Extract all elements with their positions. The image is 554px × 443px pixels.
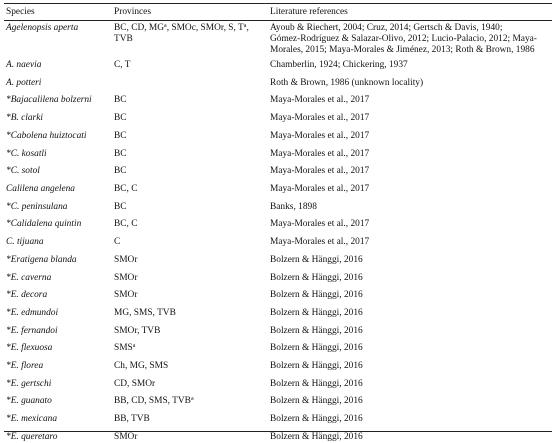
reference-line: Banks, 1898 (270, 202, 317, 212)
references-cell (270, 396, 550, 407)
provinces-cell (114, 396, 252, 407)
provinces-text: SMS (114, 343, 133, 353)
reference-line: Bolzern & Hänggi, 2016 (270, 414, 363, 424)
provinces-cell (114, 343, 252, 354)
header-references: Literature references (270, 7, 348, 17)
species-cell: *Bajacalilena bolzerni (6, 95, 92, 105)
top-rule (4, 3, 552, 4)
reference-line: Maya-Morales et al., 2017 (270, 237, 370, 247)
species-cell: *C. peninsulana (6, 202, 68, 212)
provinces-cell (114, 379, 252, 390)
references-cell (270, 343, 550, 354)
provinces-cell (114, 166, 252, 177)
provinces-text: MG, SMS, TVB (114, 308, 176, 318)
references-cell (270, 149, 550, 160)
header-rule (4, 20, 552, 21)
reference-line: Bolzern & Hänggi, 2016 (270, 361, 363, 371)
provinces-cell (114, 326, 252, 337)
provinces-cell (114, 273, 252, 284)
references-cell (270, 60, 550, 71)
provinces-cell (114, 255, 252, 266)
footnote-mark: a (132, 343, 136, 349)
reference-line: Bolzern & Hänggi, 2016 (270, 379, 363, 389)
provinces-text: BB, CD, SMS, TVB (114, 396, 191, 406)
footnote-mark: a (164, 23, 167, 29)
provinces-text: , SMOc, SMOr, S, T (166, 23, 244, 33)
reference-line: Bolzern & Hänggi, 2016 (270, 326, 363, 336)
header-species: Species (6, 7, 35, 17)
references-cell (270, 113, 550, 124)
provinces-text: BC (114, 166, 127, 176)
provinces-text: SMOr (114, 432, 138, 442)
species-cell: Calilena angelena (6, 184, 75, 194)
species-cell: *Cabolena huiztocati (6, 131, 87, 141)
references-cell (270, 23, 550, 56)
species-cell: *E. mexicana (6, 414, 58, 424)
species-cell: *C. sotol (6, 166, 40, 176)
provinces-text: SMOr (114, 273, 138, 283)
reference-line: Morales, 2015; Maya-Morales & Jiménez, 2013; Roth & Brown, 1986 (270, 45, 535, 55)
species-cell: *E. edmundoi (6, 308, 59, 318)
provinces-cell (114, 237, 252, 248)
reference-line: Chamberlin, 1924; Chickering, 1937 (270, 60, 408, 70)
reference-line: Maya-Morales et al., 2017 (270, 166, 370, 176)
species-cell: *C. kosatli (6, 149, 47, 159)
reference-line: Bolzern & Hänggi, 2016 (270, 255, 363, 265)
provinces-text: , TVB (114, 23, 249, 44)
reference-line: Ayoub & Riechert, 2004; Cruz, 2014; Gertsch & Davis, 1940; (270, 23, 503, 33)
provinces-text: C, T (114, 60, 131, 70)
reference-line: Bolzern & Hänggi, 2016 (270, 432, 363, 442)
reference-line: Maya-Morales et al., 2017 (270, 113, 370, 123)
provinces-text: BC (114, 131, 127, 141)
provinces-text: Ch, MG, SMS (114, 361, 169, 371)
references-cell (270, 308, 550, 319)
references-cell (270, 361, 550, 372)
references-cell (270, 237, 550, 248)
provinces-cell (114, 113, 252, 124)
header-provinces: Provinces (114, 7, 151, 17)
reference-line: Roth & Brown, 1986 (unknown locality) (270, 78, 424, 88)
provinces-text: BC (114, 149, 127, 159)
reference-line: Bolzern & Hänggi, 2016 (270, 308, 363, 318)
reference-line: Bolzern & Hänggi, 2016 (270, 343, 363, 353)
reference-line: Bolzern & Hänggi, 2016 (270, 273, 363, 283)
species-cell: *E. fernandoi (6, 326, 58, 336)
references-cell (270, 290, 550, 301)
provinces-text: BB, TVB (114, 414, 150, 424)
provinces-text: SMOr (114, 290, 138, 300)
provinces-cell (114, 131, 252, 142)
provinces-cell (114, 361, 252, 372)
species-cell: Agelenopsis aperta (6, 23, 79, 33)
reference-line: Maya-Morales et al., 2017 (270, 131, 370, 141)
bottom-rule (4, 431, 552, 432)
provinces-text: BC (114, 95, 127, 105)
references-cell (270, 166, 550, 177)
reference-line: Maya-Morales et al., 2017 (270, 95, 370, 105)
provinces-text: BC, CD, MG (114, 23, 165, 33)
provinces-text: BC (114, 113, 127, 123)
provinces-cell (114, 308, 252, 319)
species-cell: A. naevia (6, 60, 42, 70)
references-cell (270, 255, 550, 266)
footnote-mark: a (243, 23, 247, 29)
provinces-cell (114, 60, 252, 71)
provinces-cell (114, 149, 252, 160)
reference-line: Bolzern & Hänggi, 2016 (270, 396, 363, 406)
references-cell (270, 326, 550, 337)
provinces-text: SMOr (114, 255, 138, 265)
provinces-cell (114, 23, 252, 45)
species-cell: *E. decora (6, 290, 48, 300)
provinces-text: BC (114, 202, 127, 212)
provinces-cell (114, 202, 252, 213)
footnote-mark: a (190, 396, 194, 402)
species-cell: *E. gertschi (6, 379, 52, 389)
references-cell (270, 184, 550, 195)
provinces-text: SMOr, TVB (114, 326, 161, 336)
species-cell: *E. florea (6, 361, 44, 371)
species-cell: *E. guanato (6, 396, 52, 406)
species-cell: A. potteri (6, 78, 42, 88)
references-cell (270, 202, 550, 213)
reference-line: Maya-Morales et al., 2017 (270, 219, 370, 229)
species-cell: *E. flexuosa (6, 343, 53, 353)
provinces-text: CD, SMOr (114, 379, 156, 389)
species-cell: *E. queretaro (6, 432, 58, 442)
reference-line: Bolzern & Hänggi, 2016 (270, 290, 363, 300)
references-cell (270, 273, 550, 284)
provinces-text: BC, C (114, 184, 138, 194)
species-cell: *B. clarki (6, 113, 43, 123)
references-cell (270, 78, 550, 89)
references-cell (270, 95, 550, 106)
species-cell: C. tijuana (6, 237, 44, 247)
reference-line: Maya-Morales et al., 2017 (270, 149, 370, 159)
references-cell (270, 379, 550, 390)
provinces-cell (114, 219, 252, 230)
species-cell: *Eratigena blanda (6, 255, 77, 265)
provinces-cell (114, 184, 252, 195)
references-cell (270, 414, 550, 425)
species-cell: *E. caverna (6, 273, 52, 283)
provinces-text: C (114, 237, 121, 247)
references-cell (270, 219, 550, 230)
reference-line: Maya-Morales et al., 2017 (270, 184, 370, 194)
species-cell: *Calidalena quintin (6, 219, 82, 229)
references-cell (270, 131, 550, 142)
reference-line: Gómez-Rodríguez & Salazar-Olivo, 2012; Lucio-Palacio, 2012; Maya- (270, 34, 537, 44)
provinces-cell (114, 414, 252, 425)
provinces-cell (114, 290, 252, 301)
provinces-cell (114, 95, 252, 106)
provinces-text: BC, C (114, 219, 138, 229)
